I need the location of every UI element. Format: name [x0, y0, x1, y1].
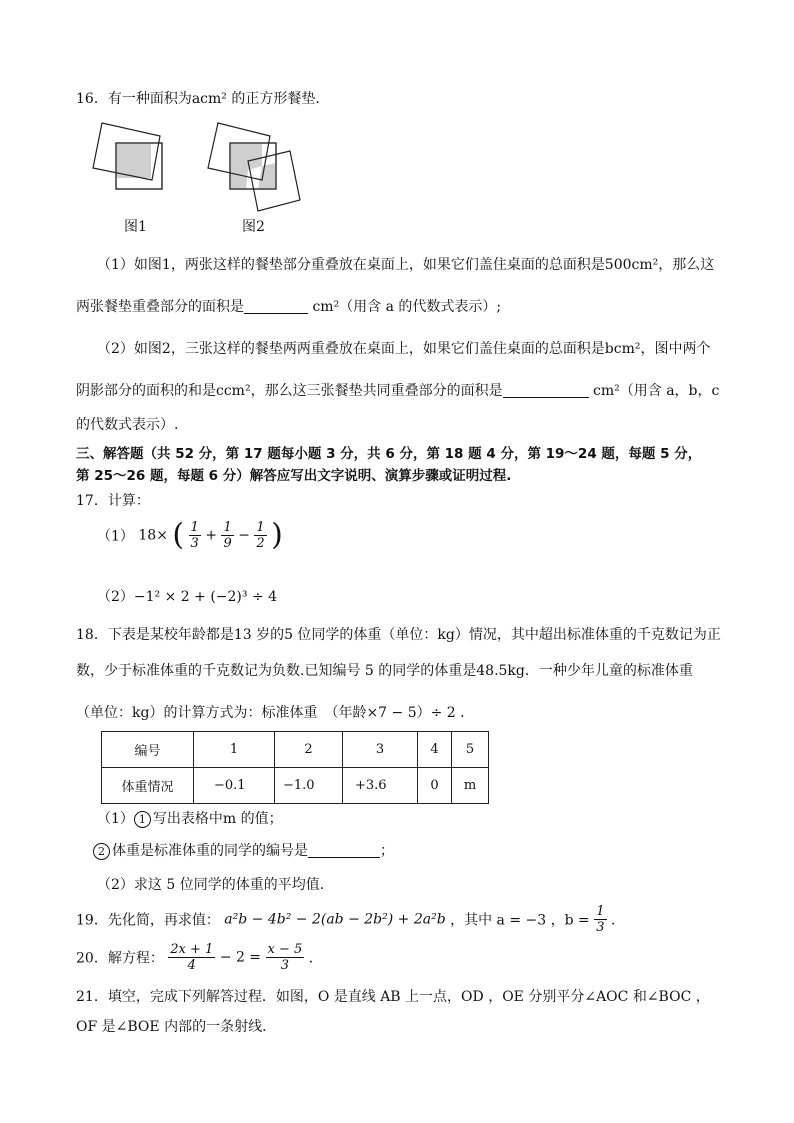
- table-cell: 2: [275, 732, 343, 768]
- frac-den: 3: [280, 958, 290, 973]
- q18-sub3: （2）求这 5 位同学的体重的平均值.: [97, 877, 325, 893]
- table-cell: 5: [452, 732, 489, 768]
- q16-part1-text: 两张餐垫重叠部分的面积是: [76, 299, 244, 315]
- q18-sub1-prefix: （1）: [97, 811, 134, 827]
- q18-sub2: [93, 840, 394, 860]
- frac-num: 2x + 1: [170, 942, 214, 957]
- q16-intro: 16．有一种面积为acm² 的正方形餐垫．: [76, 91, 330, 107]
- q19-end: ．: [610, 912, 625, 929]
- q20-middle: − 2 =: [219, 949, 262, 966]
- q20-prefix: 20．解方程：: [76, 950, 164, 967]
- q16-part2-answer-blank[interactable]: [503, 382, 589, 398]
- figure-2-label: 图2: [242, 219, 265, 235]
- circled-number-1: 1: [134, 811, 151, 828]
- frac-num: 1: [256, 520, 265, 535]
- fraction-1-3: [189, 520, 201, 551]
- q21-line2: OF 是∠BOE 内部的一条射线．: [76, 1019, 277, 1035]
- q21-line1: 21．填空，完成下列解答过程．如图，O 是直线 AB 上一点，OD ，OE 分别平分∠AOC 和∠BOC ，: [76, 989, 710, 1005]
- q17-part2: （2）−1² × 2 + (−2)³ ÷ 4: [97, 589, 278, 605]
- q16-figures: [90, 118, 320, 214]
- op-plus: +: [205, 527, 218, 544]
- right-fraction: [266, 942, 305, 973]
- frac-den: 2: [256, 536, 265, 551]
- q16-part1-line1: （1）如图1，两张这样的餐垫部分重叠放在桌面上，如果它们盖住桌面的总面积是500cm²，那么这: [97, 257, 715, 273]
- table-row-label: 体重情况: [102, 768, 194, 804]
- left-fraction: [168, 942, 215, 973]
- q19: [76, 904, 625, 935]
- q16-part2-text: 阴影部分的面积的和是ccm²，那么这三张餐垫共同重叠部分的面积是: [76, 383, 503, 399]
- fraction-1-2: [254, 520, 266, 551]
- right-paren: ): [271, 517, 283, 553]
- table-cell: −1.0: [275, 768, 343, 804]
- table-header-label: 编号: [102, 732, 194, 768]
- table-cell: 0: [418, 768, 452, 804]
- table-cell: m: [452, 768, 489, 804]
- section-3-heading-line1: 三、解答题（共 52 分，第 17 题每小题 3 分，共 6 分，第 18 题 4 分，第 19～24 题，每题 5 分，: [76, 446, 702, 462]
- q18-sub2-answer-blank[interactable]: [308, 842, 380, 858]
- figure-1-diagram: [93, 123, 162, 189]
- table-cell: 4: [418, 732, 452, 768]
- q16-part1-unit: cm²（用含 a 的代数式表示）;: [312, 299, 502, 315]
- q20: [76, 942, 323, 973]
- op-minus: −: [238, 527, 250, 544]
- frac-den: 9: [223, 536, 232, 551]
- table-row: [102, 732, 489, 768]
- q19-condition: ，其中 a = −3 ，b =: [450, 912, 590, 929]
- figure-2-diagram: [208, 123, 300, 211]
- figure-1-label: 图1: [124, 219, 147, 235]
- frac-num: 1: [223, 520, 232, 535]
- q20-end: ．: [308, 950, 323, 967]
- q18-sub2-end: ；: [380, 843, 394, 859]
- frac-num: x − 5: [267, 942, 303, 957]
- q17-part1: [97, 517, 283, 553]
- q19-expression: a²b − 4b² − 2(ab − 2b²) + 2a²b: [224, 911, 446, 928]
- q18-line3: （单位：kg）的计算方式为：标准体重 （年龄×7 − 5）÷ 2 ．: [76, 705, 475, 721]
- q19-prefix: 19．先化简，再求值：: [76, 912, 220, 929]
- section-3-heading-line2: 第 25～26 题，每题 6 分）解答应写出文字说明、演算步骤或证明过程.: [76, 468, 512, 484]
- table-cell: 3: [343, 732, 418, 768]
- q16-part2-line3: 的代数式表示）.: [76, 417, 179, 433]
- fig1-overlap-shaded: [116, 143, 151, 178]
- q18-sub1: [97, 808, 283, 828]
- table-row: [102, 768, 489, 804]
- frac-num: 1: [190, 520, 199, 535]
- frac-num: 1: [596, 904, 605, 919]
- q16-part1-answer-blank[interactable]: [244, 298, 308, 314]
- q17-part1-lead: 18×: [138, 527, 168, 544]
- q17-part1-label: （1）: [97, 528, 134, 545]
- table-cell: 1: [194, 732, 275, 768]
- frac-den: 4: [187, 958, 196, 973]
- q18-sub2-text: 体重是标准体重的同学的编号是: [112, 843, 308, 859]
- circled-number-2: 2: [93, 843, 110, 860]
- q16-part1-line2: [76, 296, 501, 316]
- frac-den: 3: [190, 536, 199, 551]
- fraction-1-9: [221, 520, 233, 551]
- q18-line1: 18．下表是某校年龄都是13 岁的5 位同学的体重（单位：kg）情况，其中超出标准体重的千克数记为正: [76, 627, 721, 643]
- q17-title: 17．计算：: [76, 493, 150, 509]
- table-cell: +3.6: [343, 768, 418, 804]
- q18-sub1-text: 写出表格中m 的值；: [152, 811, 283, 827]
- q18-line2: 数，少于标准体重的千克数记为负数.已知编号 5 的同学的体重是48.5kg．一种少年儿童的标准体重: [76, 663, 693, 679]
- weight-table: [101, 731, 489, 804]
- frac-den: 3: [596, 920, 605, 935]
- b-value-fraction: [594, 904, 606, 935]
- q16-part2-unit: cm²（用含 a，b，c: [593, 383, 720, 399]
- left-paren: (: [172, 517, 185, 553]
- table-cell: −0.1: [194, 768, 275, 804]
- q16-part2-line1: （2）如图2，三张这样的餐垫两两重叠放在桌面上，如果它们盖住桌面的总面积是bcm²，图中两个: [97, 341, 711, 357]
- q16-part2-line2: [76, 380, 719, 400]
